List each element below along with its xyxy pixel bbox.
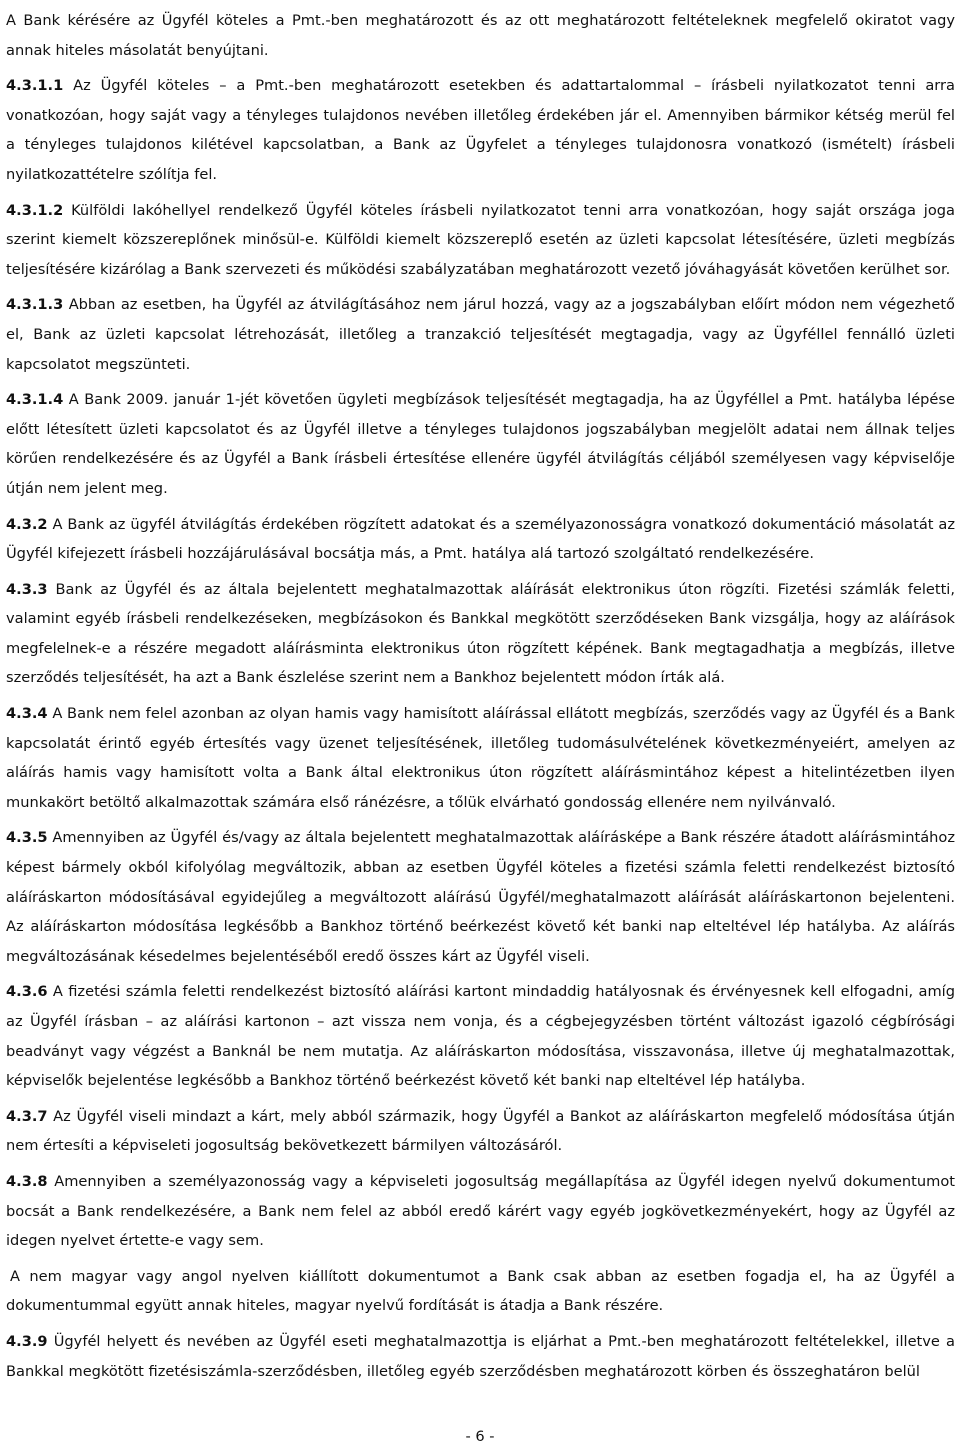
section-4-3-1-2	[6, 196, 955, 285]
paragraph-text: A Bank nem felel azonban az olyan hamis vagy hamisított aláírással ellátott megbízás, szerződés vagy az Ügyfél és a Bank kapcsolatát érintő egyéb értesítés vagy üzenet teljesítésének, illetőleg tudomásulvételének következményeiért, amelyen az aláírás hamis vagy hamisított volta a Bank által elektronikus úton rögzített aláírásmintához képest a hitelintézetben ilyen munkakört betöltő alkalmazottak számára első ránézésre, a tőlük elvárható gondosság ellenére nem nyilvánvaló.	[6, 705, 955, 811]
paragraph-text: A nem magyar vagy angol nyelven kiállított dokumentumot a Bank csak abban az esetben fogadja el, ha az Ügyfél a dokumentummal együtt annak hiteles, magyar nyelvű fordítását is átadja a Bank részére.	[6, 1267, 955, 1315]
paragraph-text: Az Ügyfél viseli mindazt a kárt, mely abból származik, hogy Ügyfél a Bankot az aláíráskarton megfelelő módosítása útján nem értesíti a képviseleti jogosultság bekövetkezett bármilyen változásáról.	[6, 1107, 955, 1155]
section-number: 4.3.9	[6, 1332, 48, 1350]
section-number: 4.3.8	[6, 1172, 48, 1190]
section-number: 4.3.1.2	[6, 201, 64, 219]
section-number: 4.3.1.1	[6, 77, 64, 95]
section-4-3-3	[6, 575, 955, 693]
paragraph-text: Amennyiben az Ügyfél és/vagy az általa bejelentett meghatalmazottak aláírásképe a Bank részére átadott aláírásmintához képest bármely okból kifolyólag megváltozik, abban az esetben Ügyfél köteles a fizetési számla feletti rendelkezést biztosító aláíráskarton módosításával egyidejűleg a megváltozott aláírású Ügyfél/meghatalmazott aláírását aláíráskartonon bejelenteni. Az aláíráskarton módosítása legkésőbb a Bankhoz történő beérkezést követő két banki nap elteltével lép hatályba. Az aláírás megváltozásának késedelmes bejelentéséből eredő összes kárt az Ügyfél viseli.	[6, 829, 955, 965]
section-number: 4.3.6	[6, 983, 48, 1001]
section-4-3-6	[6, 977, 955, 1095]
paragraph-intro	[6, 6, 955, 65]
paragraph-text: A Bank az ügyfél átvilágítás érdekében rögzített adatokat és a személyazonosságra vonatkozó dokumentáció másolatát az Ügyfél kifejezett írásbeli hozzájárulásával bocsátja más, a Pmt. hatálya alá tartozó szolgáltató rendelkezésére.	[6, 515, 955, 563]
section-4-3-2	[6, 510, 955, 569]
section-4-3-5	[6, 823, 955, 971]
paragraph-text: Bank az Ügyfél és az általa bejelentett meghatalmazottak aláírását elektronikus úton rögzíti. Fizetési számlák feletti, valamint egyéb írásbeli rendelkezéseken, megbízásokon és Bankkal megkötött szerződéseken Bank vizsgálja, hogy az aláírások megfelelnek-e a részére megadott aláírásminta elektronikus úton rögzített képének. Bank megtagadhatja a megbízás, illetve szerződés teljesítését, ha azt a Bank észlelése szerint nem a Bankhoz bejelentett módon írták alá.	[6, 580, 955, 687]
paragraph-text: Abban az esetben, ha Ügyfél az átvilágításához nem járul hozzá, vagy az a jogszabályban előírt módon nem végezhető el, Bank az üzleti kapcsolat létrehozását, illetőleg a tranzakció teljesítését megtagadja, vagy az Ügyféllel fennálló üzleti kapcsolatot megszünteti.	[6, 296, 955, 373]
section-number: 4.3.4	[6, 705, 48, 723]
paragraph-text: A Bank 2009. január 1-jét követően ügyleti megbízások teljesítését megtagadja, ha az Ügyféllel a Pmt. hatályba lépése előtt létesített üzleti kapcsolatot és az Ügyfél illetve a tényleges tulajdonos jogszabályban megjelölt adatai nem állnak teljes körűen rendelkezésére és az Ügyfél a Bank írásbeli értesítése ellenére ügyfél átvilágítás céljából személyesen vagy képviselője útján nem jelent meg.	[6, 391, 955, 497]
section-number: 4.3.3	[6, 580, 48, 598]
section-number: 4.3.1.3	[6, 296, 64, 314]
paragraph-text: A fizetési számla feletti rendelkezést biztosító aláírási kartont mindaddig hatályosnak és érvényesnek kell elfogadni, amíg az Ügyfél írásban – az aláírási kartonon – azt vissza nem vonja, és a cégbejegyzésben történt változást igazoló cégbírósági beadványt vagy végzést a Banknál be nem mutatja. Az aláíráskarton módosítása, visszavonása, illetve új meghatalmazottak, képviselők bejelentése legkésőbb a Bankhoz történő beérkezést követő két banki nap elteltével lép hatályba.	[6, 983, 955, 1090]
section-4-3-7	[6, 1102, 955, 1161]
section-number: 4.3.7	[6, 1107, 48, 1125]
section-4-3-1-3	[6, 290, 955, 379]
paragraph-text: Külföldi lakóhellyel rendelkező Ügyfél köteles írásbeli nyilatkozatot tenni arra vonatkozóan, hogy saját országa joga szerint kiemelt közszereplőnek minősül-e. Külföldi kiemelt közszereplő esetén az üzleti kapcsolat létesítésére, üzleti megbízás teljesítésére kizárólag a Bank szervezeti és működési szabályzatában meghatározott vezető jóváhagyását követően kerülhet sor.	[6, 201, 955, 278]
section-4-3-1-4	[6, 385, 955, 503]
paragraph-text: Az Ügyfél köteles – a Pmt.-ben meghatározott esetekben és adattartalommal – írásbeli nyilatkozatot tenni arra vonatkozóan, hogy saját vagy a tényleges tulajdonos nevében illetőleg érdekében jár el. Amennyiben bármikor kétség merül fel a tényleges tulajdonos kilétével kapcsolatban, a Bank az Ügyfelet a tényleges tulajdonosra vonatkozó (ismételt) írásbeli nyilatkozattételre szólítja fel.	[6, 77, 955, 183]
section-4-3-4	[6, 699, 955, 817]
section-number: 4.3.5	[6, 829, 48, 847]
document-body	[6, 6, 955, 1392]
paragraph-text: A Bank kérésére az Ügyfél köteles a Pmt.-ben meghatározott és az ott meghatározott feltételeknek megfelelő okiratot vagy annak hiteles másolatát benyújtani.	[6, 12, 955, 59]
section-4-3-8	[6, 1167, 955, 1256]
page-number: - 6 -	[465, 1428, 495, 1445]
paragraph-text: Ügyfél helyett és nevében az Ügyfél eseti meghatalmazottja is eljárhat a Pmt.-ben meghatározott feltételekkel, illetve a Bankkal megkötött fizetésiszámla-szerződésben, illetőleg egyéb szerződésben meghatározott körben és összeghatáron belül	[6, 1332, 955, 1380]
paragraph-text: Amennyiben a személyazonosság vagy a képviseleti jogosultság megállapítása az Ügyfél idegen nyelvű dokumentumot bocsát a Bank rendelkezésére, a Bank nem felel az abból eredő kárért vagy egyéb jogkövetkezményekért, hogy az Ügyfél az idegen nyelvet értette-e vagy sem.	[6, 1172, 955, 1250]
section-4-3-1-1	[6, 71, 955, 189]
section-4-3-9	[6, 1327, 955, 1386]
paragraph-translation-note	[6, 1262, 955, 1321]
section-number: 4.3.2	[6, 515, 48, 533]
section-number: 4.3.1.4	[6, 391, 64, 409]
